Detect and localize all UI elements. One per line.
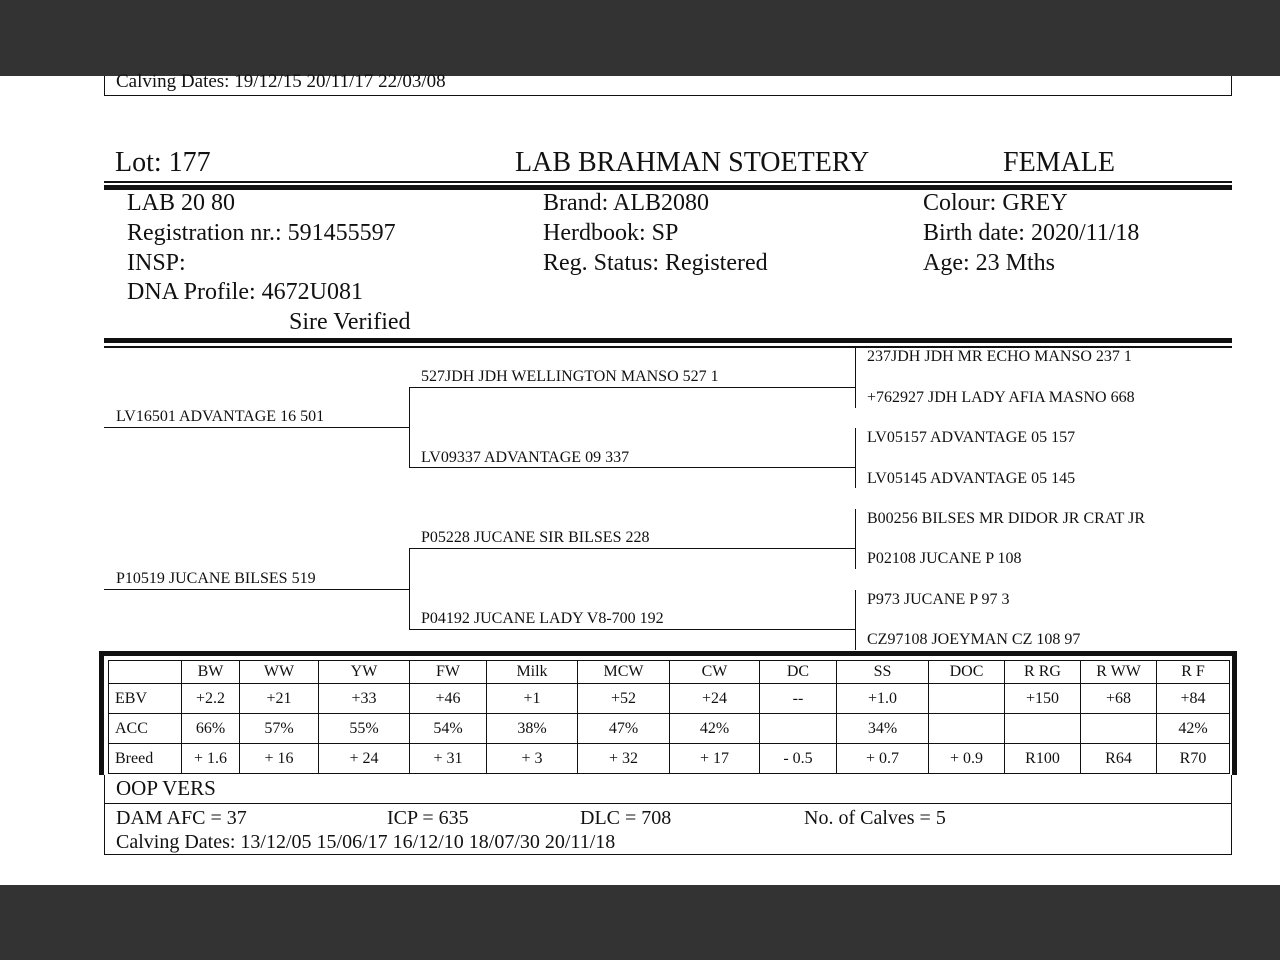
- ebv-cell: 66%: [182, 714, 240, 744]
- ebv-cell: [1005, 714, 1081, 744]
- pedigree-sdd: LV05145 ADVANTAGE 05 145: [867, 470, 1076, 487]
- ebv-header-cell: SS: [837, 661, 929, 684]
- ebv-cell: + 0.9: [929, 744, 1005, 774]
- ebv-header-cell: FW: [410, 661, 487, 684]
- ebv-cell: + 32: [578, 744, 670, 774]
- ebv-cell: 42%: [1157, 714, 1230, 744]
- ebv-cell: + 16: [240, 744, 319, 774]
- pedigree-sire: LV16501 ADVANTAGE 16 501: [116, 408, 325, 425]
- ebv-cell: + 1.6: [182, 744, 240, 774]
- ebv-cell: [760, 714, 837, 744]
- ebv-header-cell: Milk: [487, 661, 578, 684]
- ebv-cell: 54%: [410, 714, 487, 744]
- footer-box-bottom: [104, 854, 1232, 855]
- dam-dlc: DLC = 708: [580, 807, 672, 829]
- header-rule-thin: [104, 181, 1232, 183]
- dam-calves-count: No. of Calves = 5: [804, 807, 946, 829]
- ebv-cell: - 0.5: [760, 744, 837, 774]
- ebv-cell: + 31: [410, 744, 487, 774]
- ebv-cell: +150: [1005, 684, 1081, 714]
- footer-box-right: [1231, 775, 1232, 855]
- pedigree-sire-dam: LV09337 ADVANTAGE 09 337: [421, 449, 630, 466]
- ebv-cell: + 24: [319, 744, 410, 774]
- ebv-cell: 55%: [319, 714, 410, 744]
- ebv-header-cell: DOC: [929, 661, 1005, 684]
- ebv-header-cell: R RG: [1005, 661, 1081, 684]
- ebv-row-ebv: [109, 684, 1230, 714]
- pedigree-ssd: +762927 JDH LADY AFIA MASNO 668: [867, 389, 1135, 406]
- prev-box-bottom: [104, 95, 1232, 96]
- pedigree-line: [104, 427, 410, 428]
- herdbook: Herdbook: SP: [543, 220, 679, 246]
- animal-name: LAB 20 80: [127, 190, 235, 216]
- ebv-row-label: ACC: [109, 714, 182, 744]
- ebv-cell: [929, 684, 1005, 714]
- ebv-table: [108, 660, 1230, 774]
- ebv-header-cell: WW: [240, 661, 319, 684]
- ebv-cell: +21: [240, 684, 319, 714]
- ebv-header-cell: R F: [1157, 661, 1230, 684]
- footer-box-left: [104, 775, 105, 855]
- pedigree-ddd: CZ97108 JOEYMAN CZ 108 97: [867, 631, 1081, 648]
- lot-number: Lot: 177: [115, 147, 211, 178]
- ebv-cell: +68: [1081, 684, 1157, 714]
- birth-date: Birth date: 2020/11/18: [923, 220, 1140, 246]
- pedigree-dsd: P02108 JUCANE P 108: [867, 550, 1022, 567]
- pedigree-sds: LV05157 ADVANTAGE 05 157: [867, 429, 1076, 446]
- pedigree-connector: [855, 509, 856, 569]
- ebv-cell: 34%: [837, 714, 929, 744]
- footer-box-divider: [104, 803, 1232, 804]
- ebv-header-cell: [109, 661, 182, 684]
- ebv-cell: +24: [670, 684, 760, 714]
- pedigree-connector: [409, 387, 410, 468]
- ebv-cell: [929, 714, 1005, 744]
- pedigree-connector: [855, 590, 856, 650]
- ebv-cell: +2.2: [182, 684, 240, 714]
- sire-verified: Sire Verified: [289, 309, 411, 335]
- age: Age: 23 Mths: [923, 250, 1055, 276]
- ebv-cell: + 0.7: [837, 744, 929, 774]
- ebv-cell: [1081, 714, 1157, 744]
- reg-status: Reg. Status: Registered: [543, 250, 768, 276]
- pedigree-dam-dam: P04192 JUCANE LADY V8-700 192: [421, 610, 664, 627]
- pedigree-line: [104, 589, 410, 590]
- ebv-cell: R100: [1005, 744, 1081, 774]
- colour: Colour: GREY: [923, 190, 1068, 216]
- pedigree-dam-sire: P05228 JUCANE SIR BILSES 228: [421, 529, 650, 546]
- ebv-header-cell: CW: [670, 661, 760, 684]
- brand: Brand: ALB2080: [543, 190, 709, 216]
- ebv-header-cell: MCW: [578, 661, 670, 684]
- ebv-row-acc: [109, 714, 1230, 744]
- ebv-cell: R64: [1081, 744, 1157, 774]
- pedigree-line: [409, 629, 856, 630]
- ebv-header-cell: BW: [182, 661, 240, 684]
- ebv-frame-left: [99, 651, 104, 775]
- ebv-header-row: [109, 661, 1230, 684]
- dam-calving-dates: Calving Dates: 13/12/05 15/06/17 16/12/10 18/07/30 20/11/18: [116, 831, 616, 853]
- ebv-cell: R70: [1157, 744, 1230, 774]
- pedigree-dds: P973 JUCANE P 97 3: [867, 591, 1010, 608]
- ebv-cell: +46: [410, 684, 487, 714]
- oop-code: OOP VERS: [116, 776, 216, 800]
- viewer-bottom-bar: [0, 885, 1280, 960]
- dam-afc: DAM AFC = 37: [116, 807, 247, 829]
- stud-title: LAB BRAHMAN STOETERY: [515, 147, 870, 178]
- ebv-frame-top: [99, 651, 1237, 656]
- ebv-cell: +1: [487, 684, 578, 714]
- prev-box-right: [1231, 76, 1232, 96]
- ebv-cell: 47%: [578, 714, 670, 744]
- pedigree-connector: [855, 348, 856, 408]
- pedigree-connector: [409, 549, 410, 630]
- pedigree-dam: P10519 JUCANE BILSES 519: [116, 570, 316, 587]
- ebv-cell: +84: [1157, 684, 1230, 714]
- prev-calving-dates: Calving Dates: 19/12/15 20/11/17 22/03/08: [116, 71, 446, 92]
- insp-label: INSP:: [127, 250, 186, 276]
- ebv-cell: +1.0: [837, 684, 929, 714]
- ebv-row-label: EBV: [109, 684, 182, 714]
- ebv-frame-right: [1232, 651, 1237, 775]
- ebv-header-cell: DC: [760, 661, 837, 684]
- pedigree-dss: B00256 BILSES MR DIDOR JR CRAT JR: [867, 510, 1145, 527]
- pedigree-line: [409, 467, 856, 468]
- pedigree-sss: 237JDH JDH MR ECHO MANSO 237 1: [867, 348, 1132, 365]
- ebv-cell: +52: [578, 684, 670, 714]
- pedigree-line: [409, 548, 856, 549]
- details-rule-thick: [104, 338, 1232, 343]
- pedigree-sire-sire: 527JDH JDH WELLINGTON MANSO 527 1: [421, 368, 719, 385]
- ebv-header-cell: R WW: [1081, 661, 1157, 684]
- registration-number: Registration nr.: 591455597: [127, 220, 396, 246]
- ebv-cell: + 17: [670, 744, 760, 774]
- ebv-cell: + 3: [487, 744, 578, 774]
- dna-profile: DNA Profile: 4672U081: [127, 279, 363, 305]
- ebv-cell: 42%: [670, 714, 760, 744]
- prev-box-left: [104, 76, 105, 96]
- dam-icp: ICP = 635: [387, 807, 469, 829]
- viewer-top-bar: [0, 0, 1280, 76]
- sex-label: FEMALE: [1003, 147, 1115, 178]
- ebv-row-label: Breed: [109, 744, 182, 774]
- ebv-header-cell: YW: [319, 661, 410, 684]
- ebv-cell: +33: [319, 684, 410, 714]
- pedigree-connector: [855, 428, 856, 488]
- ebv-row-breed: [109, 744, 1230, 774]
- ebv-cell: 57%: [240, 714, 319, 744]
- ebv-cell: --: [760, 684, 837, 714]
- ebv-cell: 38%: [487, 714, 578, 744]
- pedigree-line: [409, 387, 856, 388]
